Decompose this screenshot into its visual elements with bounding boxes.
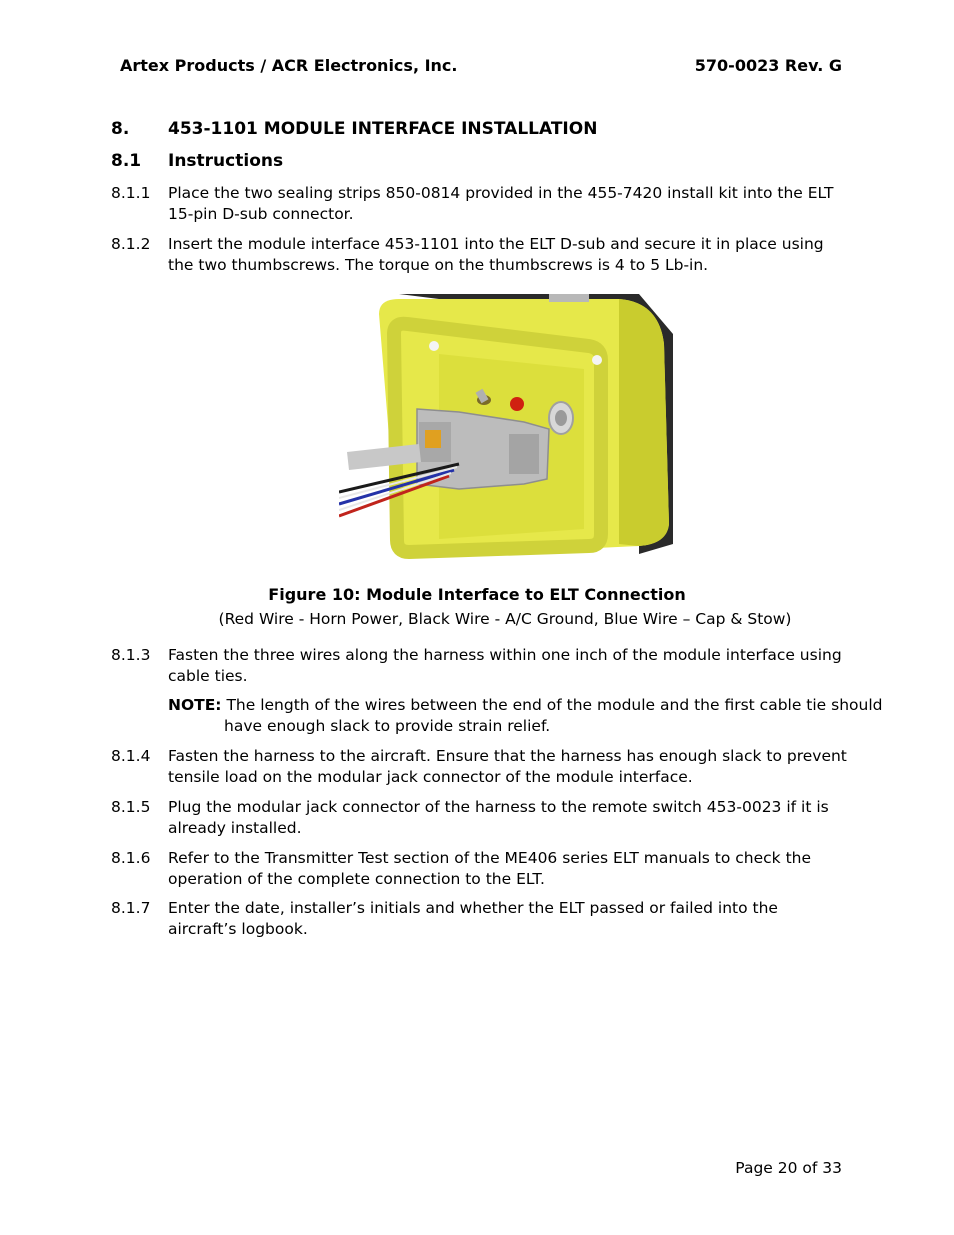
step-text: Place the two sealing strips 850-0814 provided in the 455-7420 install kit into the ELT 15-pin D-sub connector.: [168, 184, 834, 223]
step-text: Fasten the three wires along the harness within one inch of the module interface using cable ties.: [168, 646, 842, 685]
note-strain-relief: [168, 695, 904, 737]
step-number: 8.1.5: [111, 798, 151, 816]
step-8-1-4: [111, 746, 847, 788]
step-number: 8.1.1: [111, 184, 151, 202]
section-number: 8.: [111, 119, 130, 139]
section-heading: [111, 119, 597, 139]
header-doc-number: 570-0023 Rev. G: [694, 56, 842, 75]
step-number: 8.1.4: [111, 747, 151, 765]
step-8-1-1: [111, 183, 847, 225]
step-8-1-5: [111, 797, 847, 839]
elt-illustration: [339, 294, 673, 570]
note-text: The length of the wires between the end of the module and the first cable tie should have enough slack to provide strain relief.: [221, 696, 883, 735]
step-8-1-3: [111, 645, 847, 687]
step-8-1-7: [111, 898, 847, 940]
header-company: Artex Products / ACR Electronics, Inc.: [120, 56, 458, 75]
subsection-number: 8.1: [111, 151, 142, 171]
figure-subcaption: (Red Wire - Horn Power, Black Wire - A/C Ground, Blue Wire – Cap & Stow): [218, 610, 792, 628]
step-text: Fasten the harness to the aircraft. Ensure that the harness has enough slack to prevent tensile load on the modular jack connector of the module interface.: [168, 747, 847, 786]
step-text: Plug the modular jack connector of the harness to the remote switch 453-0023 if it is already installed.: [168, 798, 829, 837]
subsection-title: Instructions: [168, 151, 284, 171]
step-text: Insert the module interface 453-1101 into the ELT D-sub and secure it in place using the two thumbscrews. The torque on the thumbscrews is 4 to 5 Lb-in.: [168, 235, 824, 274]
step-number: 8.1.6: [111, 849, 151, 867]
note-label: NOTE:: [168, 696, 222, 714]
step-8-1-6: [111, 848, 847, 890]
page-number: Page 20 of 33: [735, 1159, 842, 1177]
step-number: 8.1.3: [111, 646, 151, 664]
step-number: 8.1.2: [111, 235, 151, 253]
step-text: Refer to the Transmitter Test section of the ME406 series ELT manuals to check the operation of the complete connection to the ELT.: [168, 849, 812, 888]
figure-caption: Figure 10: Module Interface to ELT Connection: [268, 585, 686, 604]
section-title: 453-1101 MODULE INTERFACE INSTALLATION: [168, 119, 598, 139]
step-number: 8.1.7: [111, 899, 151, 917]
step-text: Enter the date, installer’s initials and whether the ELT passed or failed into the aircraft’s logbook.: [168, 899, 778, 938]
subsection-heading: [111, 151, 283, 171]
step-8-1-2: [111, 234, 847, 276]
elt-connection-figure: [339, 294, 673, 570]
